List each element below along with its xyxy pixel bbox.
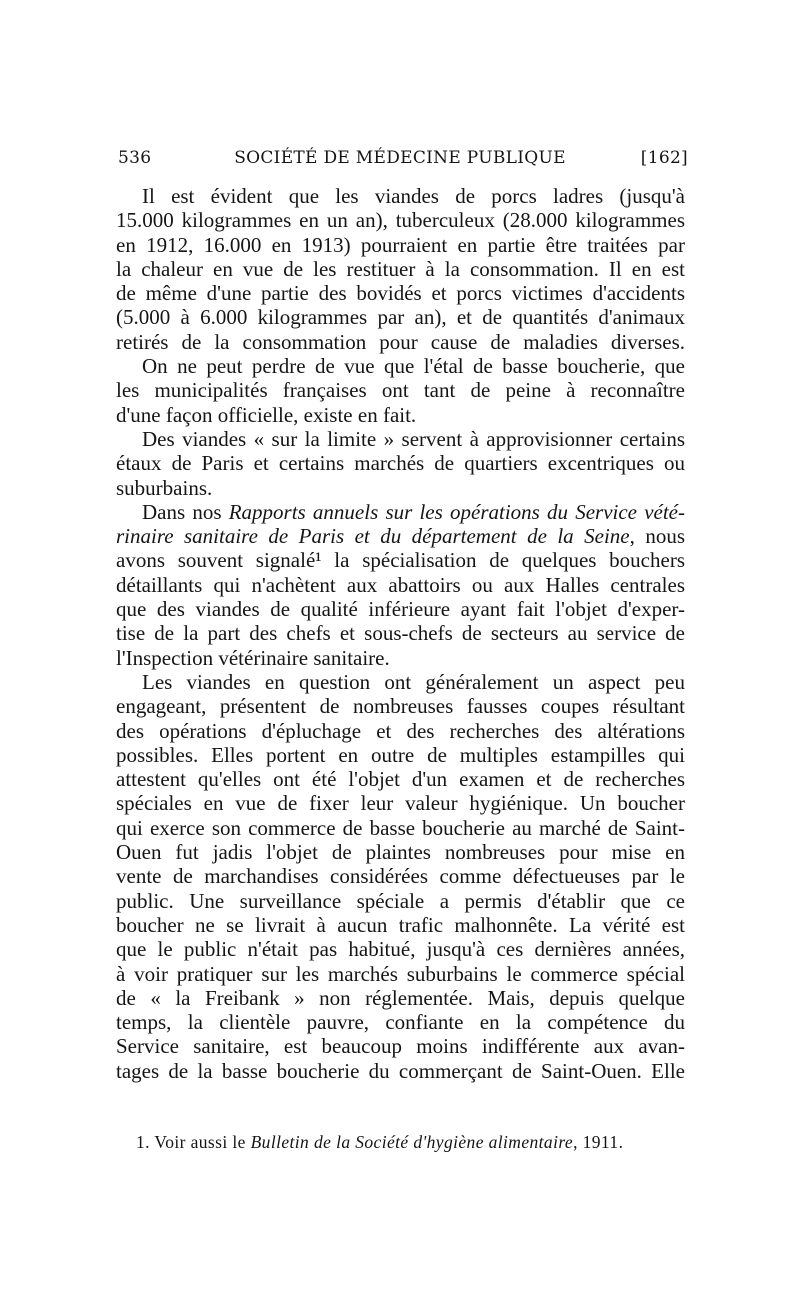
footnote-suffix: , 1911.	[573, 1132, 624, 1152]
text-line: Des viandes « sur la limite » servent à approvisionner certains	[142, 426, 685, 451]
text-line: 15.000 kilogrammes en un an), tuberculeux (28.000 kilogrammes	[116, 208, 685, 233]
text-line: de « la Freibank » non réglementée. Mais, depuis quelque	[116, 985, 685, 1010]
text-run: , nous	[629, 524, 685, 549]
page-number: 536	[118, 148, 152, 168]
page-reference: [162]	[640, 148, 688, 168]
text-line: Il est évident que les viandes de porcs ladres (jusqu'à	[142, 184, 685, 208]
text-line: public. Une surveillance spéciale a permis d'établir que ce	[116, 888, 685, 913]
text-line: les municipalités françaises ont tant de peine à reconnaître	[116, 378, 685, 403]
italic-title: Rapports annuels sur les opérations du Service vété-	[228, 499, 685, 524]
footnote-text: Voir aussi le	[154, 1132, 246, 1152]
text-line: à voir pratiquer sur les marchés suburbains le commerce spécial	[116, 961, 685, 986]
text-line: attestent qu'elles ont été l'objet d'un examen et de recherches	[116, 767, 685, 792]
text-line: d'une façon officielle, existe en fait.	[116, 402, 417, 427]
text-line: On ne peut perdre de vue que l'étal de basse boucherie, que	[142, 354, 685, 379]
text-line: possibles. Elles portent en outre de multiples estampilles qui	[116, 742, 685, 767]
body-text	[116, 184, 685, 1083]
text-line: boucher ne se livrait à aucun trafic malhonnête. La vérité est	[116, 912, 685, 937]
footnote-title: Bulletin de la Société d'hygiène alimentaire	[250, 1132, 574, 1152]
text-line: la chaleur en vue de les restituer à la consommation. Il en est	[116, 256, 685, 281]
text-line: vente de marchandises considérées comme défectueuses par le	[116, 864, 685, 889]
footnote-number: 1.	[136, 1132, 150, 1152]
running-title: SOCIÉTÉ DE MÉDECINE PUBLIQUE	[234, 148, 566, 168]
text-line: temps, la clientèle pauvre, confiante en la compétence du	[116, 1010, 685, 1035]
text-line: spéciales en vue de fixer leur valeur hygiénique. Un boucher	[116, 791, 685, 816]
text-line: des opérations d'épluchage et des recherches des altérations	[116, 718, 685, 743]
text-line: Ouen fut jadis l'objet de plaintes nombreuses pour mise en	[116, 840, 685, 865]
text-line: retirés de la consommation pour cause de maladies diverses.	[116, 329, 685, 354]
text-line: Service sanitaire, est beaucoup moins indifférente aux avan-	[116, 1034, 685, 1059]
text-line: en 1912, 16.000 en 1913) pourraient en partie être traitées par	[116, 232, 685, 257]
text-line: que des viandes de qualité inférieure ayant fait l'objet d'exper-	[116, 597, 685, 622]
footnote	[136, 1132, 696, 1153]
text-line: (5.000 à 6.000 kilogrammes par an), et de quantités d'animaux	[116, 305, 685, 330]
text-line: tages de la basse boucherie du commerçant de Saint-Ouen. Elle	[116, 1058, 685, 1083]
text-line: suburbains.	[116, 475, 213, 500]
text-line	[116, 500, 685, 524]
text-line: détaillants qui n'achètent aux abattoirs ou aux Halles centrales	[116, 572, 685, 597]
text-line: engageant, présentent de nombreuses fausses coupes résultant	[116, 694, 685, 719]
text-line: avons souvent signalé¹ la spécialisation de quelques bouchers	[116, 548, 685, 573]
text-run: Dans nos	[142, 499, 229, 524]
italic-title: rinaire sanitaire de Paris et du département de la Seine	[116, 524, 630, 549]
text-line: tise de la part des chefs et sous-chefs de secteurs au service de	[116, 621, 685, 646]
text-line: que le public n'était pas habitué, jusqu'à ces dernières années,	[116, 937, 685, 962]
text-line: qui exerce son commerce de basse boucherie au marché de Saint-	[116, 815, 685, 840]
text-line: l'Inspection vétérinaire sanitaire.	[116, 645, 390, 670]
running-header	[112, 148, 688, 172]
text-line: de même d'une partie des bovidés et porcs victimes d'accidents	[116, 281, 685, 306]
text-line: Les viandes en question ont généralement un aspect peu	[142, 669, 685, 694]
text-line: étaux de Paris et certains marchés de quartiers excentriques ou	[116, 451, 685, 476]
text-line	[116, 524, 685, 548]
